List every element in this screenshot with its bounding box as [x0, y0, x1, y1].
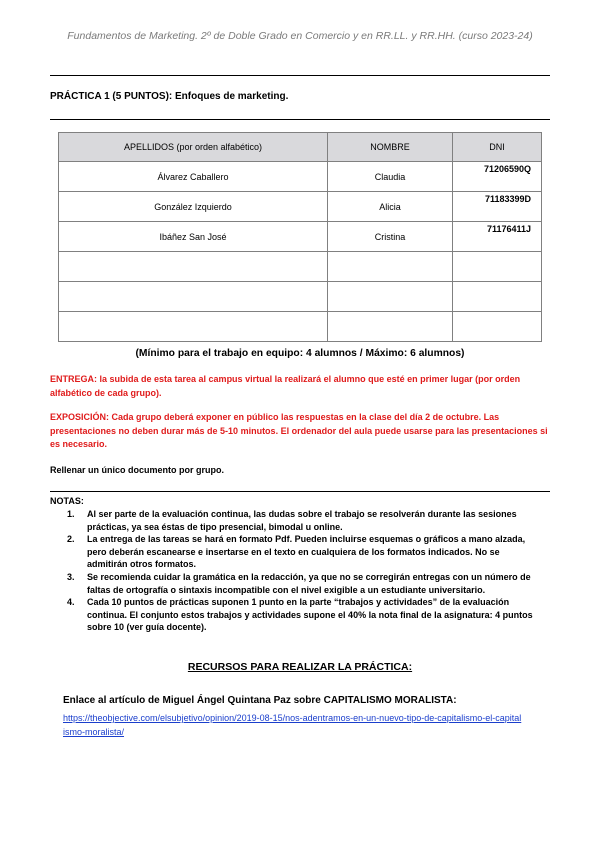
column-header-nombre: NOMBRE	[328, 133, 453, 162]
page-header: Fundamentos de Marketing. 2º de Doble Grado en Comercio y en RR.LL. y RR.HH. (curso 2023-24)	[67, 30, 533, 42]
notes-title: NOTAS:	[50, 496, 84, 506]
note-number: 1.	[67, 509, 75, 519]
cell-nombre[interactable]: Cristina	[328, 222, 453, 252]
notes-divider	[50, 491, 550, 492]
cell-dni[interactable]	[453, 282, 542, 312]
cell-apellidos[interactable]: Ibáñez San José	[59, 222, 328, 252]
single-document-note: Rellenar un único documento por grupo.	[50, 465, 225, 475]
exposicion-paragraph	[50, 411, 550, 452]
practice-title: PRÁCTICA 1 (5 PUNTOS): Enfoques de marketing.	[50, 91, 289, 102]
cell-nombre[interactable]	[328, 312, 453, 342]
note-text: Se recomienda cuidar la gramática en la redacción, ya que no se corregirán entregas con un número de faltas de ortografía o sintaxis incompatible con el nivel exigible a un estudiante universitario.	[87, 571, 531, 595]
table-row	[59, 192, 542, 222]
cell-dni[interactable]: 71206590Q	[453, 162, 542, 192]
note-number: 2.	[67, 534, 75, 545]
list-item	[67, 508, 537, 533]
table-row	[59, 282, 542, 312]
cell-apellidos[interactable]: Álvarez Caballero	[59, 162, 328, 192]
column-header-dni: DNI	[453, 133, 542, 162]
cell-dni[interactable]: 71176411J	[453, 222, 542, 252]
entrega-label: ENTREGA:	[50, 374, 97, 384]
notes-list	[67, 508, 537, 634]
note-number: 4.	[67, 597, 75, 608]
members-table	[58, 132, 542, 342]
exposicion-text: Cada grupo deberá exponer en público las respuestas en la clase del día 2 de octubre. Las presentaciones no deben durar más de 5-10 minutos. El ordenador del aula puede usarse para las presentaciones si es necesario.	[50, 412, 548, 449]
table-row	[59, 252, 542, 282]
entrega-text: la subida de esta tarea al campus virtual la realizará el alumno que esté en primer lugar (por orden alfabético de cada grupo).	[50, 374, 521, 398]
cell-dni[interactable]: 71183399D	[453, 192, 542, 222]
resources-link-intro: Enlace al artículo de Miguel Ángel Quintana Paz sobre CAPITALISMO MORALISTA:	[63, 695, 457, 706]
table-row	[59, 162, 542, 192]
group-size-note: (Mínimo para el trabajo en equipo: 4 alumnos / Máximo: 6 alumnos)	[135, 348, 465, 359]
cell-nombre[interactable]	[328, 282, 453, 312]
cell-apellidos[interactable]	[59, 252, 328, 282]
cell-apellidos[interactable]	[59, 312, 328, 342]
note-text: La entrega de las tareas se hará en formato Pdf. Pueden incluirse esquemas o gráficos a mano alzada, pero deberán escanearse e insertarse en el texto en cualquiera de los formatos indicados. No se admitirán otros formatos.	[87, 534, 526, 570]
article-link[interactable]: https://theobjective.com/elsubjetivo/opinion/2019-08-15/nos-adentramos-en-un-nuevo-tipo-de-capitalismo-el-capitalismo-moralista/	[63, 713, 522, 737]
note-number: 3.	[67, 571, 75, 582]
cell-apellidos[interactable]: González Izquierdo	[59, 192, 328, 222]
cell-dni[interactable]	[453, 312, 542, 342]
cell-dni[interactable]	[453, 252, 542, 282]
note-text: Al ser parte de la evaluación continua, las dudas sobre el trabajo se resolverán durante las sesiones prácticas, ya sea éstas de tipo presencial, bimodal u online.	[87, 509, 517, 532]
list-item	[67, 571, 537, 596]
title-divider	[50, 119, 550, 120]
resources-title: RECURSOS PARA REALIZAR LA PRÁCTICA:	[187, 661, 413, 673]
top-divider	[50, 75, 550, 76]
cell-apellidos[interactable]	[59, 282, 328, 312]
table-row	[59, 312, 542, 342]
exposicion-label: EXPOSICIÓN:	[50, 412, 110, 422]
cell-nombre[interactable]	[328, 252, 453, 282]
table-header-row	[59, 133, 542, 162]
list-item	[67, 533, 537, 571]
list-item	[67, 596, 537, 634]
note-text: Cada 10 puntos de prácticas suponen 1 punto en la parte “trabajos y actividades” de la evaluación continua. El conjunto estos trabajos y actividades supone el 40% la nota final de la asignatura: 4 puntos sobre 10 (ver guía docente).	[87, 597, 533, 633]
entrega-paragraph	[50, 373, 550, 400]
table-row	[59, 222, 542, 252]
column-header-apellidos: APELLIDOS (por orden alfabético)	[59, 133, 328, 162]
cell-nombre[interactable]: Claudia	[328, 162, 453, 192]
cell-nombre[interactable]: Alicia	[328, 192, 453, 222]
